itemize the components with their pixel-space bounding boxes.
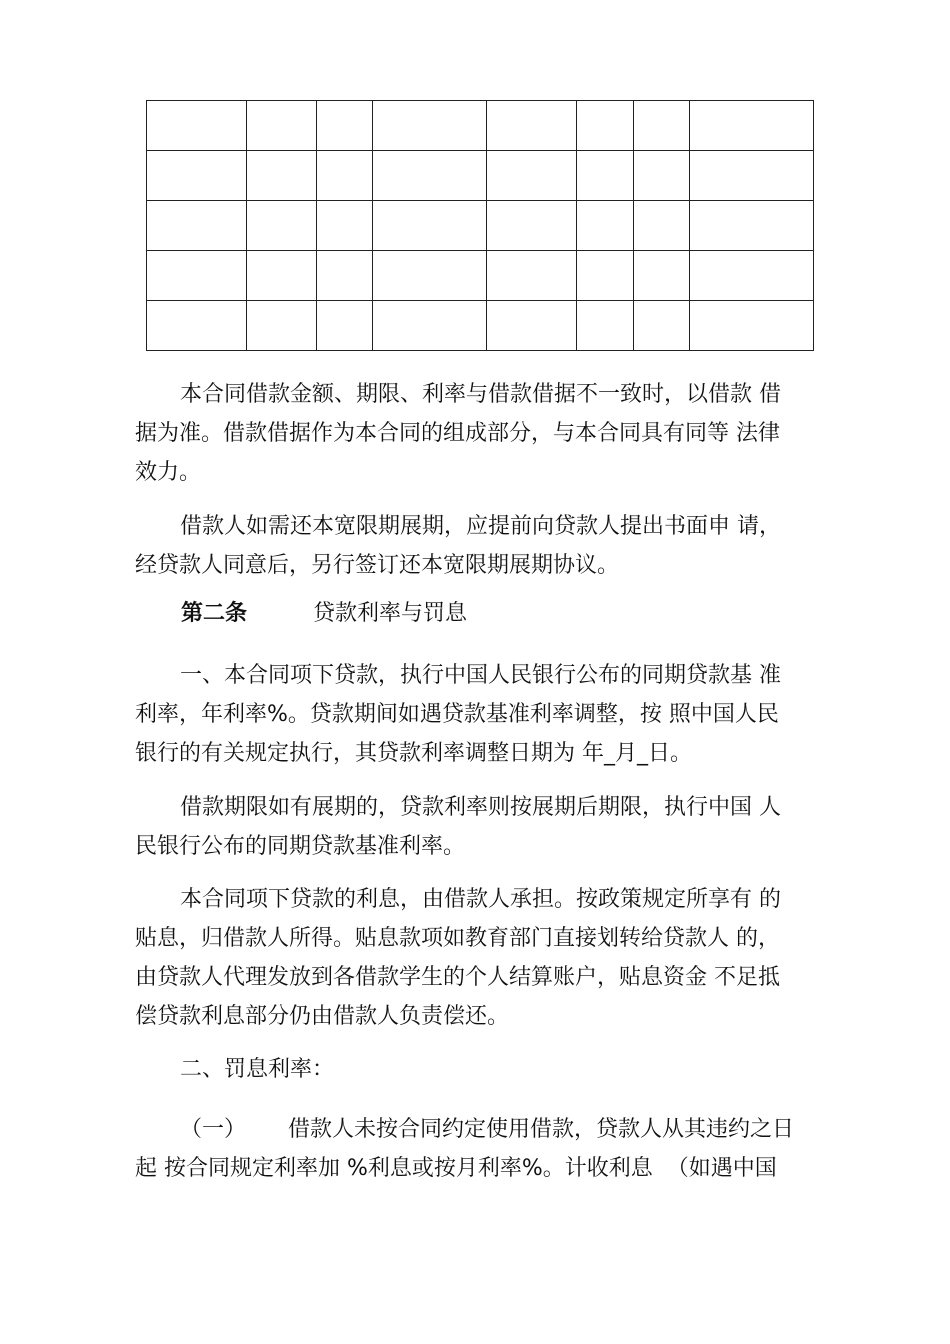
article-title: 贷款利率与罚息 <box>313 601 468 626</box>
table-row <box>147 151 814 201</box>
empty-form-table <box>146 100 814 351</box>
paragraph-penalty-rate-title: 二、罚息利率： <box>180 1057 335 1082</box>
article-heading <box>181 594 467 633</box>
table-row <box>147 301 814 351</box>
table-row <box>147 251 814 301</box>
paragraph-grace-period-extension: 借款人如需还本宽限期展期，应提前向贷款人提出书面申 请， 经贷款人同意后，另行签订还本宽限期展期协议。 <box>135 514 781 578</box>
paragraph-loan-receipt-precedence: 本合同借款金额、期限、利率与借款借据不一致时，以借款 借 据为准。借款借据作为本合同的组成部分，与本合同具有同等 法律 效力。 <box>135 382 781 485</box>
paragraph-penalty-misuse: （一） 借款人未按合同约定使用借款，贷款人从其违约之日 起 按合同规定利率加 %利息或按月利率%。计收利息 （如遇中国 <box>135 1117 794 1181</box>
paragraph-interest-subsidy: 本合同项下贷款的利息，由借款人承担。按政策规定所享有 的 贴息，归借款人所得。贴息款项如教育部门直接划转给贷款人 的， 由贷款人代理发放到各借款学生的个人结算账户，贴息资金 不足抵 偿贷款利息部分仍由借款人负责偿还。 <box>135 887 781 1029</box>
paragraph-base-interest-rate: 一、本合同项下贷款，执行中国人民银行公布的同期贷款基 准 利率，年利率%。贷款期间如遇贷款基准利率调整，按 照中国人民 银行的有关规定执行，其贷款利率调整日期为 年_月_日。 <box>135 663 781 766</box>
paragraph-extension-rate: 借款期限如有展期的，贷款利率则按展期后期限，执行中国 人 民银行公布的同期贷款基准利率。 <box>135 795 781 859</box>
table-row <box>147 101 814 151</box>
table-row <box>147 201 814 251</box>
article-number: 第二条 <box>181 601 248 626</box>
